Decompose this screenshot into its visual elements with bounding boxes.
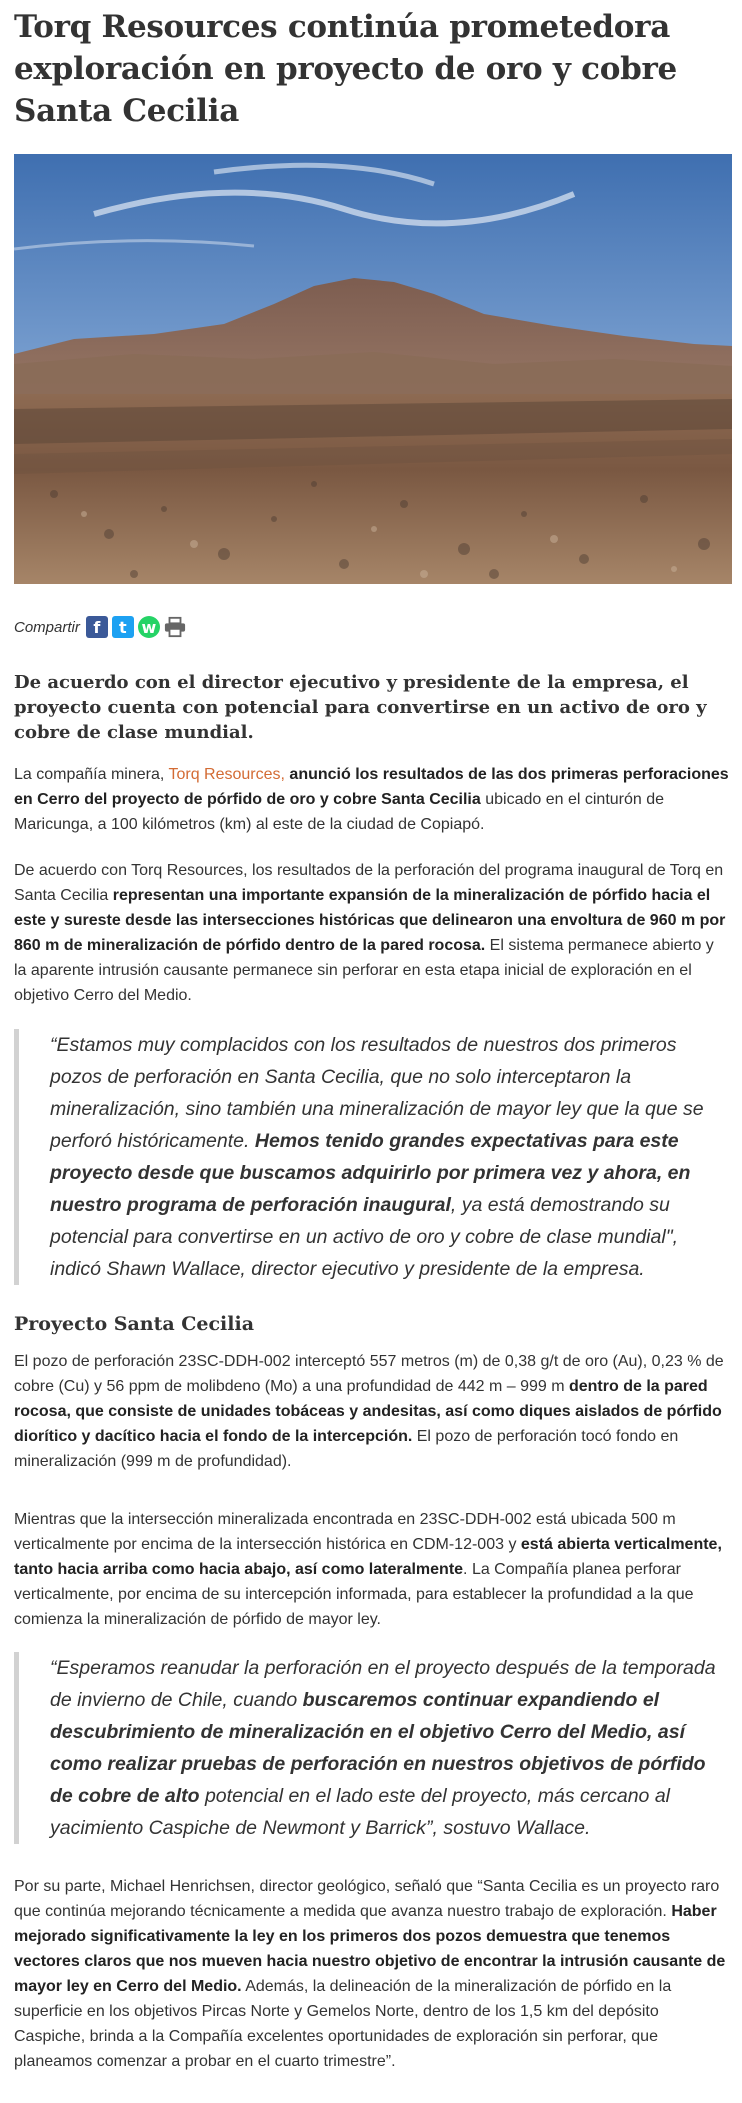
twitter-icon[interactable]: t — [112, 616, 134, 638]
print-icon[interactable] — [164, 616, 186, 638]
paragraph-5: Por su parte, Michael Henrichsen, director geológico, señaló que “Santa Cecilia es un proyecto raro que continúa mejorando técnicamente a medida que avanza nuestro trabajo de exploración. Haber mejorado significativamente la ley en los primeros dos pozos demuestra que tenemos vectores claros que nos mueven hacia nuestro objetivo de encontrar la intrusión causante de mayor ley en Cerro del Medio. Además, la delineación de la mineralización de pórfido en la superficie en los objetivos Pircas Norte y Gemelos Norte, dentro de los 1,5 km del depósito Caspiche, brinda a la Compañía excelentes oportunidades de exploración sin perforar, que planeamos comenzar a probar en el cuarto trimestre”. — [14, 1878, 726, 2070]
blockquote-wallace-1: “Estamos muy complacidos con los resultados de nuestros dos primeros pozos de perforación en Santa Cecilia, que no solo interceptaron la mineralización, sino también una mineralización de mayor ley que la que se perforó históricamente. Hemos tenido grandes expectativas para este proyecto desde que buscamos adquirirlo por primera vez y ahora, en nuestro programa de perforación inaugural, ya está demostrando su potencial para convertirse en un activo de oro y cobre de clase mundial", indicó Shawn Wallace, director ejecutivo y presidente de la empresa. — [14, 1029, 730, 1285]
whatsapp-icon[interactable]: w — [138, 616, 160, 638]
article-lead: De acuerdo con el director ejecutivo y presidente de la empresa, el proyecto cuenta con potencial para convertirse en un activo de oro y cobre de clase mundial. — [14, 672, 707, 743]
share-bar — [14, 616, 190, 638]
paragraph-1: La compañía minera, Torq Resources, anunció los resultados de las dos primeras perforaciones en Cerro del proyecto de pórfido de oro y cobre Santa Cecilia ubicado en el cinturón de Maricunga, a 100 kilómetros (km) al este de la ciudad de Copiapó. — [14, 766, 729, 833]
paragraph-3: El pozo de perforación 23SC-DDH-002 interceptó 557 metros (m) de 0,38 g/t de oro (Au), 0,23 % de cobre (Cu) y 56 ppm de molibdeno (Mo) a una profundidad de 442 m – 999 m dentro de la pared rocosa, que consiste de unidades tobáceas y andesitas, así como diques aislados de pórfido diorítico y dacítico hacia el fondo de la intercepción. El pozo de perforación tocó fondo en mineralización (999 m de profundidad). — [14, 1353, 724, 1470]
hero-image — [14, 154, 732, 584]
torq-resources-link[interactable]: Torq Resources, — [168, 766, 285, 783]
paragraph-2: De acuerdo con Torq Resources, los resultados de la perforación del programa inaugural de Torq en Santa Cecilia representan una importante expansión de la mineralización de pórfido hacia el este y sureste desde las intersecciones históricas que delinearon una envoltura de 960 m por 860 m de mineralización de pórfido dentro de la pared rocosa. El sistema permanece abierto y la aparente intrusión causante permanece sin perforar en esta etapa inicial de exploración en el objetivo Cerro del Medio. — [14, 862, 726, 1004]
facebook-icon[interactable]: f — [86, 616, 108, 638]
blockquote-wallace-2: “Esperamos reanudar la perforación en el proyecto después de la temporada de invierno de Chile, cuando buscaremos continuar expandiendo el descubrimiento de mineralización en el objetivo Cerro del Medio, así como realizar pruebas de perforación en nuestros objetivos de pórfido de cobre de alto potencial en el lado este del proyecto, más cercano al yacimiento Caspiche de Newmont y Barrick”, sostuvo Wallace. — [14, 1652, 730, 1844]
paragraph-4: Mientras que la intersección mineralizada encontrada en 23SC-DDH-002 está ubicada 500 m verticalmente por encima de la intersección histórica en CDM-12-003 y está abierta verticalmente, tanto hacia arriba como hacia abajo, así como lateralmente. La Compañía planea perforar verticalmente, por encima de su intercepción informada, para establecer la profundidad a la que comienza la mineralización de pórfido de mayor ley. — [14, 1511, 722, 1628]
article-title: Torq Resources continúa prometedora exploración en proyecto de oro y cobre Santa Cecilia — [14, 9, 677, 129]
section-heading: Proyecto Santa Cecilia — [14, 1313, 255, 1335]
share-label: Compartir — [14, 618, 80, 636]
